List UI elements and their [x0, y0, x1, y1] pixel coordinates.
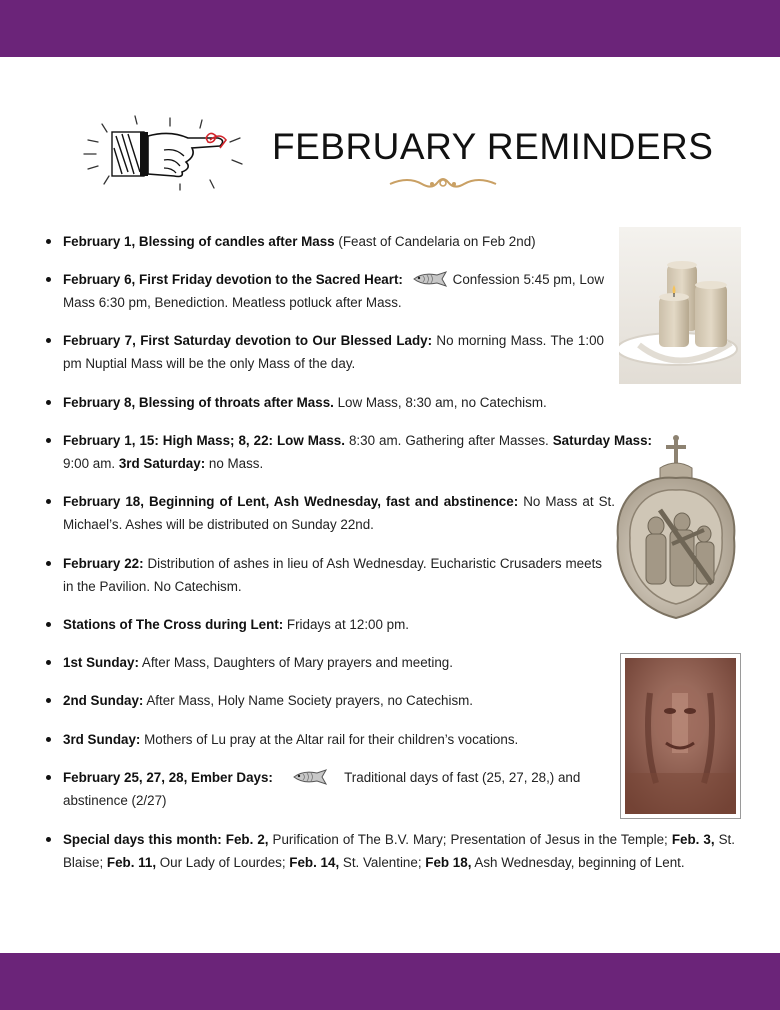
list-item: February 18, Beginning of Lent, Ash Wednesday, fast and abstinence: No Mass at St. Michael’s. Ashes will be distributed on Sunday 22nd. [63, 490, 615, 536]
fish-icon [291, 769, 329, 785]
fish-icon [411, 271, 449, 287]
list-item: February 6, First Friday devotion to the Sacred Heart: Confession 5:45 pm, Low Mass 6:30 pm, Benediction. Meatless potluck after Mass. [63, 268, 604, 314]
list-item: Special days this month: Feb. 2, Purification of The B.V. Mary; Presentation of Jesus in the Temple; Feb. 3, St. Blaise; Feb. 11, Our Lady of Lourdes; Feb. 14, St. Valentine; Feb 18, Ash Wednesday, beginning of Lent. [63, 828, 735, 874]
list-item: February 22: Distribution of ashes in lieu of Ash Wednesday. Eucharistic Crusaders meets in the Pavilion. No Catechism. [63, 552, 602, 598]
bottom-banner [0, 953, 780, 1010]
list-item: February 1, 15: High Mass; 8, 22: Low Mass. 8:30 am. Gathering after Masses. Saturday Mass: 9:00 am. 3rd Saturday: no Mass. [63, 429, 652, 475]
list-item: February 8, Blessing of throats after Mass. Low Mass, 8:30 am, no Catechism. [63, 391, 604, 414]
list-item: February 1, Blessing of candles after Mass (Feast of Candelaria on Feb 2nd) [63, 230, 623, 253]
shroud-of-turin-image [620, 653, 741, 819]
list-item: February 25, 27, 28, Ember Days: Traditional days of fast (25, 27, 28,) and abstinence (2/27) [63, 766, 604, 812]
candles-photo [619, 227, 741, 384]
list-item: 1st Sunday: After Mass, Daughters of Mary prayers and meeting. [63, 651, 604, 674]
list-item: February 7, First Saturday devotion to Our Blessed Lady: No morning Mass. The 1:00 pm Nuptial Mass will be the only Mass of the day. [63, 329, 604, 375]
list-item: 2nd Sunday: After Mass, Holy Name Society prayers, no Catechism. [63, 689, 604, 712]
list-item: 3rd Sunday: Mothers of Lu pray at the Altar rail for their children’s vocations. [63, 728, 604, 751]
station-of-the-cross-plaque [612, 434, 740, 624]
page-title: FEBRUARY REMINDERS [272, 126, 714, 167]
list-item: Stations of The Cross during Lent: Fridays at 12:00 pm. [63, 613, 604, 636]
